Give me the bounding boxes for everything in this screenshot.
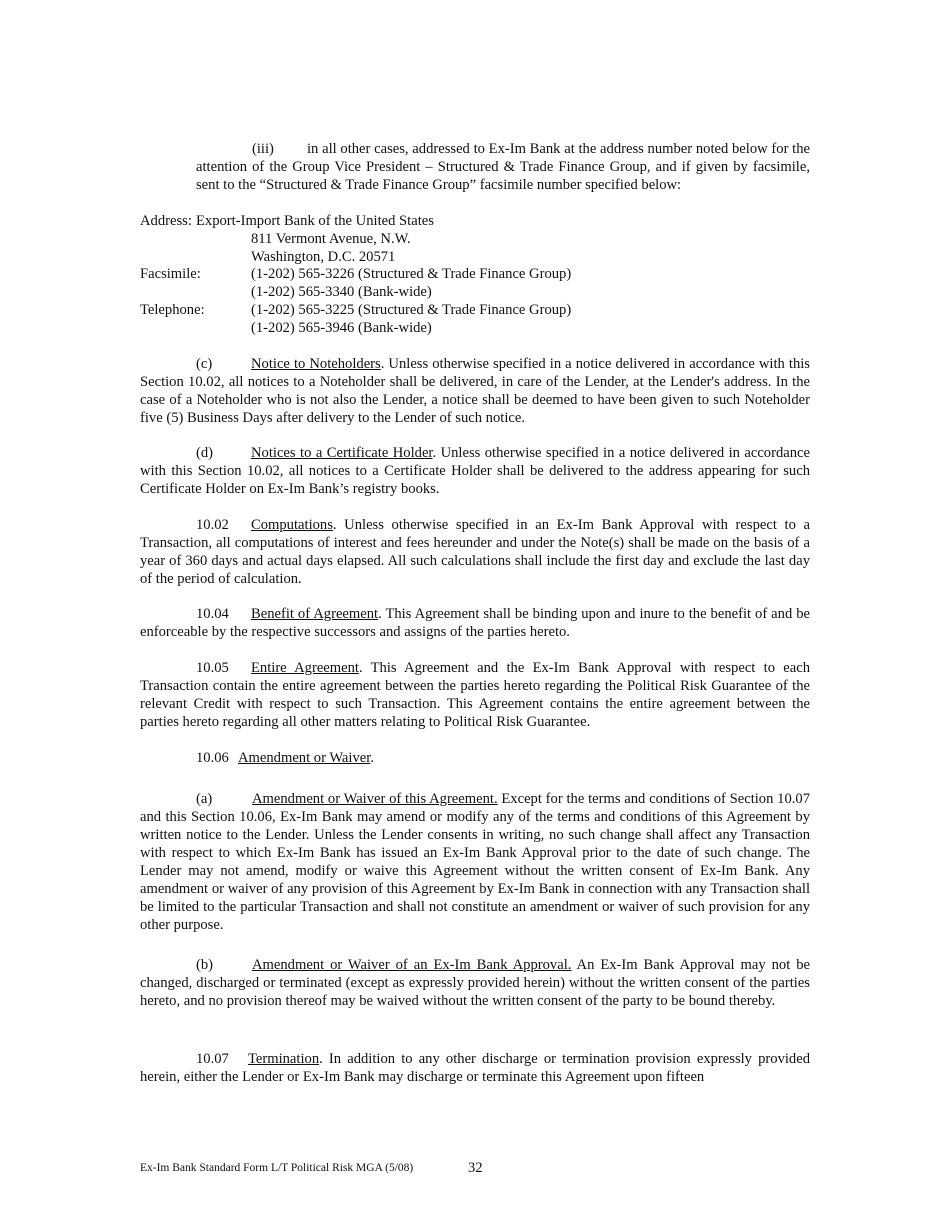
section-10-06 [140,749,810,767]
section-10-02 [140,516,810,588]
section-number: 10.07 [196,1051,229,1067]
section-text: . Unless otherwise specified in an Ex-Im Bank Approval with respect to a Transaction, all computations of interest and fees hereunder and under the Note(s) shall be made on the basis of a year of 360 days and actual days elapsed. All such calculations shall include the first day and exclude the last day of the period of calculation. [140,517,810,587]
paragraph-heading: Amendment or Waiver of an Ex-Im Bank Approval. [252,957,572,973]
facsimile-label: Facsimile: [140,266,201,282]
paragraph-heading: Notice to Noteholders [251,356,381,372]
section-text: . This Agreement shall be binding upon and inure to the benefit of and be enforceable by the respective successors and assigns of the parties hereto. [140,606,810,640]
paragraph-iii [196,140,810,194]
address-line: 811 Vermont Avenue, N.W. [251,231,411,247]
section-number: 10.05 [196,660,229,676]
paragraph-text: . Unless otherwise specified in a notice delivered in accordance with this Section 10.02, all notices to a Certificate Holder shall be delivered to the address appearing for such Certificate Holder on Ex-Im Bank’s registry books. [140,445,810,497]
paragraph-text: An Ex-Im Bank Approval may not be changed, discharged or terminated (except as expressly provided herein) without the written consent of the parties hereto, and no provision thereof may be waived without the written consent of the party to be bound thereby. [140,957,810,1009]
paragraph-heading: Notices to a Certificate Holder [251,445,433,461]
section-10-06-a [140,790,810,934]
telephone-label: Telephone: [140,302,205,318]
paragraph-number: (a) [196,791,213,807]
section-heading: Computations [251,517,333,533]
section-heading: Benefit of Agreement [251,606,379,622]
section-text: . In addition to any other discharge or termination provision expressly provided herein, either the Lender or Ex-Im Bank may discharge or terminate this Agreement upon fifteen [140,1051,810,1085]
paragraph-number: (d) [196,445,214,461]
footer-form-name: Ex-Im Bank Standard Form L/T Political Risk MGA (5/08) [140,1162,414,1174]
section-heading: Entire Agreement [251,660,359,676]
page-number: 32 [468,1160,483,1176]
paragraph-number: (iii) [252,141,274,157]
paragraph-text: Except for the terms and conditions of Section 10.07 and this Section 10.06, Ex-Im Bank may amend or modify any of the terms and conditions of this Agreement by written notice to the Lender. Unless the Lender consents in writing, no such change shall affect any Transaction with respect to which Ex-Im Bank has issued an Ex-Im Bank Approval prior to the date of such change. The Lender may not amend, modify or waive this Agreement without the written consent of Ex-Im Bank. Any amendment or waiver of any provision of this Agreement by Ex-Im Bank in connection with any Transaction shall be limited to the particular Transaction and shall not constitute an amendment or waiver of such provision for any other purpose. [140,791,811,933]
facsimile-number: (1-202) 565-3340 (Bank-wide) [251,284,432,300]
address-label: Address: [140,213,192,229]
section-number: 10.02 [196,517,229,533]
section-heading: Termination [248,1051,320,1067]
paragraph-heading: Amendment or Waiver of this Agreement. [252,791,498,807]
paragraph-text: . Unless otherwise specified in a notice delivered in accordance with this Section 10.02, all notices to a Noteholder shall be delivered, in care of the Lender, at the Lender's address. In the case of a Noteholder who is not also the Lender, a notice shall be deemed to have been given to such Noteholder five (5) Business Days after delivery to the Lender of such notice. [140,356,810,426]
section-number: 10.06 [196,750,229,766]
paragraph-text: in all other cases, addressed to Ex-Im Bank at the address number noted below for the attention of the Group Vice President – Structured & Trade Finance Group, and if given by facsimile, sent to the “Structured & Trade Finance Group” facsimile number specified below: [196,141,810,193]
section-10-07 [140,1050,810,1086]
section-number: 10.04 [196,606,229,622]
telephone-number: (1-202) 565-3225 (Structured & Trade Finance Group) [251,302,572,318]
paragraph-d [140,444,810,498]
section-heading: Amendment or Waiver [238,750,371,766]
section-10-06-b [140,956,810,1010]
address-line: Export-Import Bank of the United States [196,213,434,229]
paragraph-number: (b) [196,957,214,973]
section-10-05 [140,659,810,731]
section-text: . [370,750,374,766]
address-line: Washington, D.C. 20571 [251,249,396,265]
telephone-number: (1-202) 565-3946 (Bank-wide) [251,320,432,336]
facsimile-number: (1-202) 565-3226 (Structured & Trade Finance Group) [251,266,572,282]
section-text: . This Agreement and the Ex-Im Bank Approval with respect to each Transaction contain the entire agreement between the parties hereto regarding the Political Risk Guarantee of the relevant Credit with respect to such Transaction. This Agreement contains the entire agreement between the parties hereto regarding all other matters relating to Political Risk Guarantee. [140,660,810,730]
paragraph-number: (c) [196,356,213,372]
paragraph-c [140,355,810,427]
section-10-04 [140,605,810,641]
